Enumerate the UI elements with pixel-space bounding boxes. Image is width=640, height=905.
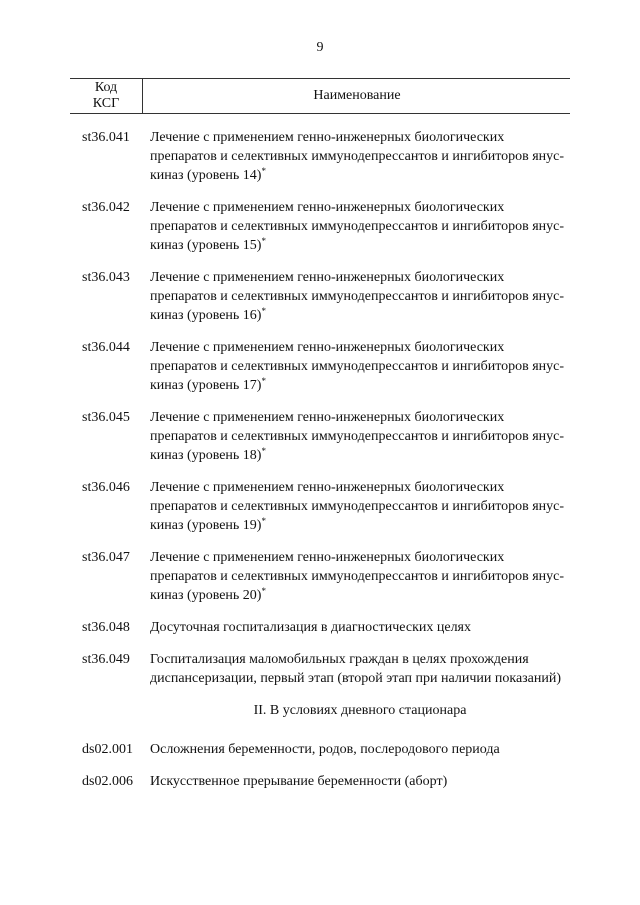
table-row bbox=[82, 740, 572, 759]
footnote-mark: * bbox=[261, 516, 266, 526]
header-code-line1: Код bbox=[94, 80, 118, 95]
row-code: st36.041 bbox=[82, 130, 130, 145]
section-title: II. В условиях дневного стационара bbox=[253, 703, 467, 718]
header-code-column bbox=[70, 79, 143, 113]
row-name: Лечение с применением генно-инженерных биологических препаратов и селективных иммунодепрессантов и ингибиторов янус-киназ (уровень 17)* bbox=[150, 340, 565, 393]
row-code: st36.046 bbox=[82, 480, 130, 495]
row-name: Лечение с применением генно-инженерных биологических препаратов и селективных иммунодепрессантов и ингибиторов янус-киназ (уровень 18)* bbox=[150, 410, 565, 463]
header-code-line2: КСГ bbox=[92, 96, 120, 111]
row-name: Лечение с применением генно-инженерных биологических препаратов и селективных иммунодепрессантов и ингибиторов янус-киназ (уровень 14)* bbox=[150, 130, 565, 183]
row-code: ds02.001 bbox=[82, 742, 133, 757]
row-code: st36.045 bbox=[82, 410, 130, 425]
ksg-table-body bbox=[82, 128, 572, 804]
row-code: st36.047 bbox=[82, 550, 130, 565]
row-name: Лечение с применением генно-инженерных биологических препаратов и селективных иммунодепрессантов и ингибиторов янус-киназ (уровень 15)* bbox=[150, 200, 565, 253]
table-row bbox=[82, 268, 572, 325]
row-name: Досуточная госпитализация в диагностических целях bbox=[150, 620, 471, 635]
row-code: st36.049 bbox=[82, 652, 130, 667]
row-name: Госпитализация маломобильных граждан в целях прохождения диспансеризации, первый этап (второй этап при наличии показаний) bbox=[150, 652, 562, 686]
row-code: st36.048 bbox=[82, 620, 130, 635]
table-row bbox=[82, 650, 572, 688]
table-row bbox=[82, 772, 572, 791]
table-row bbox=[82, 618, 572, 637]
row-name: Осложнения беременности, родов, послеродового периода bbox=[150, 742, 500, 757]
row-code: st36.042 bbox=[82, 200, 130, 215]
footnote-mark: * bbox=[261, 236, 266, 246]
table-row bbox=[82, 198, 572, 255]
header-name-column: Наименование bbox=[313, 88, 401, 103]
row-name: Лечение с применением генно-инженерных биологических препаратов и селективных иммунодепрессантов и ингибиторов янус-киназ (уровень 20)* bbox=[150, 550, 565, 603]
footnote-mark: * bbox=[261, 446, 266, 456]
table-header bbox=[70, 78, 570, 114]
footnote-mark: * bbox=[261, 166, 266, 176]
table-row bbox=[82, 408, 572, 465]
footnote-mark: * bbox=[261, 306, 266, 316]
row-name: Лечение с применением генно-инженерных биологических препаратов и селективных иммунодепрессантов и ингибиторов янус-киназ (уровень 19)* bbox=[150, 480, 565, 533]
table-row bbox=[82, 128, 572, 185]
page-number: 9 bbox=[316, 40, 324, 55]
footnote-mark: * bbox=[261, 376, 266, 386]
footnote-mark: * bbox=[261, 586, 266, 596]
row-name: Лечение с применением генно-инженерных биологических препаратов и селективных иммунодепрессантов и ингибиторов янус-киназ (уровень 16)* bbox=[150, 270, 565, 323]
row-code: st36.044 bbox=[82, 340, 130, 355]
table-row bbox=[82, 338, 572, 395]
row-code: st36.043 bbox=[82, 270, 130, 285]
row-name: Искусственное прерывание беременности (аборт) bbox=[150, 774, 448, 789]
row-code: ds02.006 bbox=[82, 774, 133, 789]
table-row bbox=[82, 478, 572, 535]
table-row bbox=[82, 548, 572, 605]
